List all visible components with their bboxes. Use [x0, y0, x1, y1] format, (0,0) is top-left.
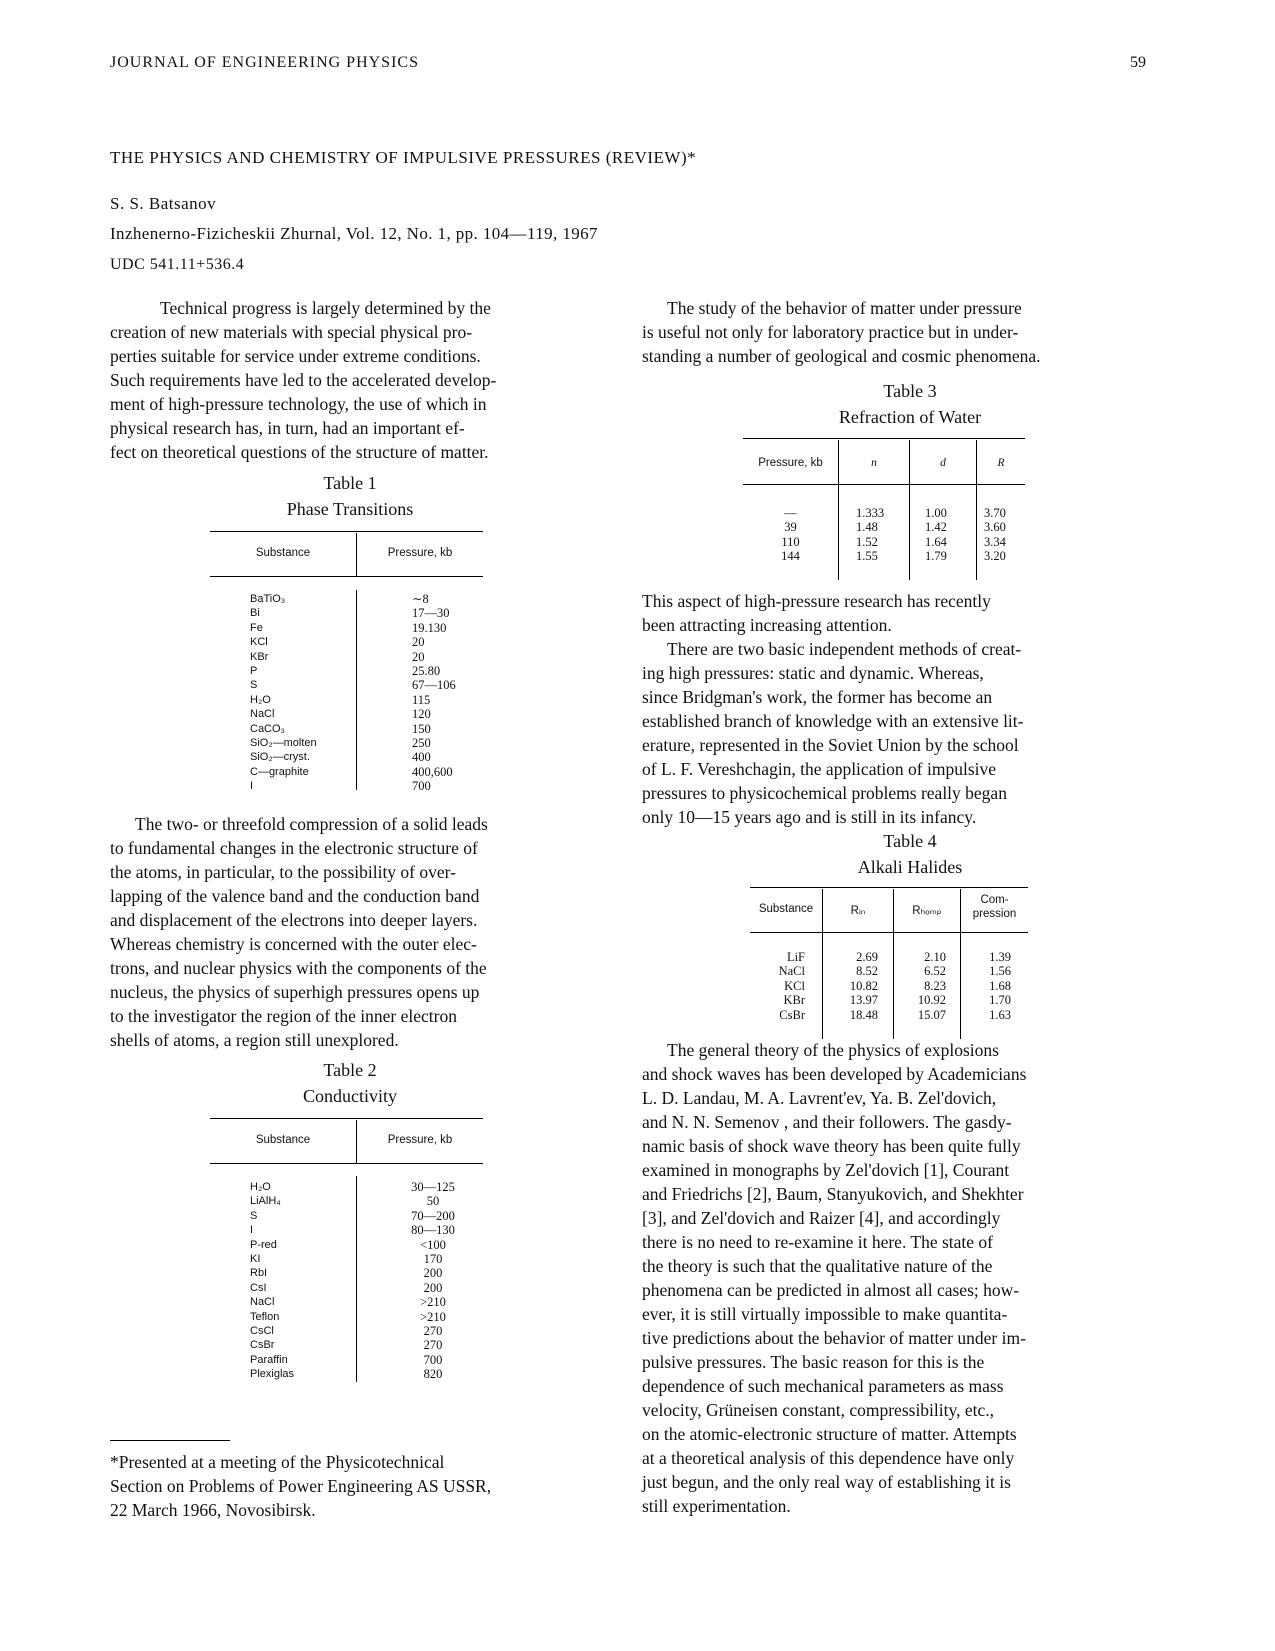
text-line: the atoms, in particular, to the possibility of over- [110, 862, 456, 882]
table-cell: CsI [250, 1281, 267, 1294]
table-cell: 3.70 [984, 506, 1006, 520]
table-cell: S [250, 1209, 258, 1222]
right-paragraph-3 [642, 1038, 1162, 1518]
text-line: and displacement of the electrons into deeper layers. [110, 910, 478, 930]
table3-col-pressure: Pressure, kb [758, 457, 823, 469]
table3-d-column [925, 506, 947, 564]
table-cell: 200 [423, 1280, 443, 1295]
table3-col-n: n [871, 457, 877, 469]
table-cell: NaCl [250, 1296, 275, 1309]
text-line: ment of high-pressure technology, the use of which in [110, 394, 487, 414]
article-title: THE PHYSICS AND CHEMISTRY OF IMPULSIVE PRESSURES (REVIEW)* [110, 148, 697, 167]
text-line: The two- or threefold compression of a solid leads [135, 814, 488, 834]
table3-label: Table 3 [883, 381, 937, 401]
left-paragraph-2 [110, 812, 610, 1052]
table-cell: 170 [423, 1251, 443, 1266]
table-cell: 2.69 [856, 950, 878, 964]
table-cell: 1.52 [856, 534, 878, 549]
table4-col-r-in: Rᵢₙ [850, 905, 866, 917]
text-line: been attracting increasing attention. [642, 615, 892, 635]
table-cell: LiAlH₄ [250, 1195, 281, 1208]
table-cell: 820 [423, 1367, 443, 1382]
table-cell: 110 [781, 534, 800, 549]
table-cell: C—graphite [250, 765, 309, 778]
table-cell: 8.23 [924, 978, 946, 993]
table-cell: 700 [412, 779, 431, 794]
table2-col-substance: Substance [255, 1134, 311, 1146]
table-cell: I [250, 1224, 254, 1237]
text-line: The general theory of the physics of explosions [667, 1040, 999, 1060]
table-cell: 80—130 [411, 1223, 455, 1238]
table2-col-pressure: Pressure, kb [387, 1134, 453, 1146]
table4-label: Table 4 [883, 831, 937, 851]
table-cell: KBr [783, 993, 805, 1008]
text-line: Such requirements have led to the accelerated develop- [110, 370, 497, 390]
table-cell: 250 [412, 735, 431, 750]
table-cell: NaCl [778, 964, 805, 979]
table-cell: 1.333 [856, 506, 885, 520]
table4-compression-column [961, 950, 1011, 1022]
text-line: at a theoretical analysis of this dependence have only [642, 1448, 1015, 1468]
table-cell: 115 [412, 692, 431, 707]
table4-col-r-comp: Rₕₒₘₚ [912, 905, 942, 917]
table4-top-rule [750, 887, 1028, 888]
text-line: trons, and nuclear physics with the components of the [110, 958, 487, 978]
table-cell: LiF [786, 950, 805, 964]
table4-col-substance: Substance [758, 903, 814, 915]
text-line: pressures to physicochemical problems really began [642, 783, 1007, 803]
text-line: lapping of the valence band and the conduction band [110, 886, 480, 906]
text-line: ever, it is still virtually impossible to make quantita- [642, 1304, 1008, 1324]
table-cell: 1.64 [925, 534, 947, 549]
table-cell: >210 [420, 1309, 446, 1324]
right-paragraph-2 [642, 589, 1162, 829]
table-cell: Fe [250, 621, 263, 634]
table-cell: I [250, 780, 254, 793]
text-line: fect on theoretical questions of the structure of matter. [110, 442, 489, 462]
text-line: still experimentation. [642, 1496, 791, 1516]
text-line: namic basis of shock wave theory has been quite fully [642, 1136, 1021, 1156]
text-line: The study of the behavior of matter under pressure [667, 298, 1022, 318]
text-line: and Friedrichs [2], Baum, Stanyukovich, and Shekhter [642, 1184, 1024, 1204]
table1-top-rule [210, 531, 483, 532]
text-line: established branch of knowledge with an extensive lit- [642, 711, 1024, 731]
table-cell: 10.82 [849, 978, 878, 993]
table-cell: KI [250, 1252, 261, 1265]
text-line: and shock waves has been developed by Academicians [642, 1064, 1027, 1084]
text-line: Technical progress is largely determined by the [160, 298, 491, 318]
article-author: S. S. Batsanov [110, 194, 217, 213]
table-cell: CsCl [250, 1324, 274, 1337]
table1-substance-column [250, 592, 317, 793]
text-line: since Bridgman's work, the former has become an [642, 687, 993, 707]
table-cell: 144 [781, 549, 800, 564]
table-cell: KBr [250, 650, 269, 663]
left-paragraph-1 [110, 296, 610, 464]
text-line: and N. N. Semenov , and their followers. The gasdy- [642, 1112, 1012, 1132]
table2-substance-column [250, 1180, 294, 1381]
table1-col-pressure: Pressure, kb [387, 547, 453, 559]
text-line: creation of new materials with special physical pro- [110, 322, 473, 342]
text-line: L. D. Landau, M. A. Lavrent'ev, Ya. B. Zel'dovich, [642, 1088, 997, 1108]
text-line: [3], and Zel'dovich and Raizer [4], and accordingly [642, 1208, 1001, 1228]
table-cell: 1.55 [856, 549, 878, 564]
table-cell: 13.97 [849, 993, 878, 1008]
footnote-rule [110, 1440, 230, 1441]
text-line: there is no need to re-examine it here. The state of [642, 1232, 993, 1252]
table-cell: H₂O [250, 693, 271, 706]
table-cell: 1.56 [989, 964, 1011, 979]
table-cell: 1.63 [989, 1007, 1011, 1022]
table-cell: Plexiglas [250, 1368, 295, 1381]
table-cell: SiO₂—cryst. [250, 751, 310, 764]
table-cell: 15.07 [917, 1007, 946, 1022]
table-cell: 20 [412, 649, 425, 664]
table2-label: Table 2 [323, 1060, 377, 1080]
table-cell: — [784, 506, 797, 520]
table1-col-substance: Substance [255, 547, 311, 559]
table-cell: 400 [412, 750, 431, 765]
footnote-line: Section on Problems of Power Engineering AS USSR, [110, 1476, 492, 1496]
table-cell: 10.92 [917, 993, 946, 1008]
table-cell: 17—30 [412, 606, 450, 621]
table-cell: 3.34 [984, 534, 1006, 549]
table-cell: 18.48 [849, 1007, 878, 1022]
text-line: tive predictions about the behavior of matter under im- [642, 1328, 1026, 1348]
table1-title: Phase Transitions [286, 499, 414, 519]
table2-caption [210, 1057, 490, 1109]
text-line: perties suitable for service under extreme conditions. [110, 346, 481, 366]
text-line: Whereas chemistry is concerned with the outer elec- [110, 934, 477, 954]
table-cell: 270 [423, 1338, 443, 1353]
table3-top-rule [743, 438, 1025, 439]
table-cell: 3.60 [984, 520, 1006, 535]
table-cell: 6.52 [924, 964, 946, 979]
table4-col-compression-line2: pression [972, 908, 1017, 920]
table-cell: Bi [250, 607, 260, 620]
table-cell: 25.80 [412, 663, 441, 678]
table-cell: 200 [423, 1266, 443, 1281]
table-cell: 1.79 [925, 549, 947, 564]
table-cell: 1.42 [925, 520, 947, 535]
table1-caption [210, 470, 490, 522]
table2-body-divider [356, 1176, 357, 1382]
text-line: ing high pressures: static and dynamic. Whereas, [642, 663, 984, 683]
table-cell: >210 [420, 1295, 446, 1310]
text-line: examined in monographs by Zel'dovich [1], Courant [642, 1160, 1010, 1180]
table-cell: 39 [784, 520, 797, 535]
table3-caption [770, 378, 1050, 430]
table4-r-in-column [823, 950, 878, 1022]
text-line: physical research has, in turn, had an important ef- [110, 418, 465, 438]
table4-caption [770, 828, 1050, 880]
table-cell: CsBr [779, 1007, 805, 1022]
table-cell: ∼8 [412, 592, 429, 606]
table-cell: KCl [250, 636, 268, 649]
text-line: There are two basic independent methods of creat- [667, 639, 1022, 659]
table1-header-rule [210, 576, 483, 577]
table-cell: 8.52 [856, 964, 878, 979]
table-cell: H₂O [250, 1181, 271, 1193]
page-number: 59 [1130, 54, 1146, 71]
table2-title: Conductivity [303, 1086, 397, 1106]
table-cell: RbI [250, 1267, 268, 1280]
right-paragraph-1 [642, 296, 1162, 368]
table-cell: Teflon [250, 1310, 280, 1323]
table-cell: 270 [423, 1323, 443, 1338]
text-line: only 10—15 years ago and is still in its infancy. [642, 807, 977, 827]
table4-header-rule [750, 932, 1028, 933]
text-line: This aspect of high-pressure research has recently [642, 591, 991, 611]
table-cell: CaCO₃ [250, 722, 286, 735]
table-cell: 150 [412, 721, 431, 736]
udc-code: UDC 541.11+536.4 [110, 256, 245, 273]
journal-name: JOURNAL OF ENGINEERING PHYSICS [110, 54, 419, 71]
table-cell: NaCl [250, 708, 275, 721]
table4-col-compression [961, 893, 1028, 921]
table4-title: Alkali Halides [857, 857, 963, 877]
table-cell: BaTiO₃ [250, 593, 286, 605]
table1-label: Table 1 [323, 473, 377, 493]
text-line: velocity, Grüneisen constant, compressibility, etc., [642, 1400, 995, 1420]
table2-header-rule [210, 1163, 483, 1164]
footnote-line: 22 March 1966, Novosibirsk. [110, 1500, 316, 1520]
text-line: pulsive pressures. The basic reason for this is the [642, 1352, 985, 1372]
text-line: phenomena can be predicted in almost all cases; how- [642, 1280, 1020, 1300]
table1-body-divider [356, 590, 357, 790]
table-cell: 120 [412, 707, 431, 722]
table3-n-column [856, 506, 884, 564]
text-line: nucleus, the physics of superhigh pressures opens up [110, 982, 480, 1002]
table-cell: Paraffin [250, 1353, 288, 1366]
text-line: shells of atoms, a region still unexplored. [110, 1030, 399, 1050]
table-cell: 700 [423, 1352, 443, 1367]
table-cell: 50 [426, 1194, 440, 1209]
table-cell: P [250, 664, 258, 677]
table-cell: 1.48 [856, 520, 878, 535]
text-line: erature, represented in the Soviet Union by the school [642, 735, 1019, 755]
table-cell: 67—106 [412, 678, 456, 693]
table-cell: <100 [420, 1237, 446, 1252]
table-cell: 1.70 [989, 993, 1011, 1008]
text-line: of L. F. Vereshchagin, the application of impulsive [642, 759, 997, 779]
table3-col-r: R [997, 457, 1005, 469]
table-cell: CsBr [250, 1339, 275, 1352]
text-line: to the investigator the region of the inner electron [110, 1006, 457, 1026]
table3-pressure-column [743, 506, 838, 564]
table-cell: 3.20 [984, 549, 1006, 564]
table-cell: 19.130 [412, 620, 447, 635]
article-citation: Inzhenerno-Fizicheskii Zhurnal, Vol. 12, No. 1, pp. 104—119, 1967 [110, 224, 598, 243]
text-line: is useful not only for laboratory practice but in under- [642, 322, 1019, 342]
text-line: standing a number of geological and cosmic phenomena. [642, 346, 1041, 366]
footnote-line: *Presented at a meeting of the Physicotechnical [110, 1452, 445, 1472]
table-cell: S [250, 679, 258, 692]
table3-r-column [984, 506, 1006, 564]
text-line: on the atomic-electronic structure of matter. Attempts [642, 1424, 1017, 1444]
table-cell: 20 [412, 635, 425, 650]
table-cell: 1.00 [925, 506, 947, 520]
table-cell: 400,600 [412, 764, 453, 779]
table4-r-comp-column [894, 950, 946, 1022]
table3-header-rule [743, 484, 1025, 485]
table-cell: 1.39 [989, 950, 1011, 964]
table-cell: P-red [250, 1238, 277, 1251]
table-cell: 70—200 [411, 1208, 455, 1223]
table-cell: 1.68 [989, 978, 1011, 993]
text-line: just begun, and the only real way of establishing it is [642, 1472, 1011, 1492]
table3-col-d: d [940, 457, 946, 469]
text-line: the theory is such that the qualitative nature of the [642, 1256, 993, 1276]
text-line: dependence of such mechanical parameters as mass [642, 1376, 1004, 1396]
text-line: to fundamental changes in the electronic structure of [110, 838, 478, 858]
table3-title: Refraction of Water [838, 407, 982, 427]
table4-substance-column [750, 950, 805, 1022]
table-cell: 30—125 [411, 1180, 455, 1194]
table1-pressure-column [412, 592, 456, 793]
table2-pressure-column [398, 1180, 468, 1381]
table-cell: 2.10 [924, 950, 946, 964]
footnote [110, 1450, 491, 1522]
table2-top-rule [210, 1118, 483, 1119]
table-cell: SiO₂—molten [250, 736, 317, 749]
table4-col-compression-line1: Com- [980, 894, 1009, 906]
table-cell: KCl [784, 978, 805, 993]
